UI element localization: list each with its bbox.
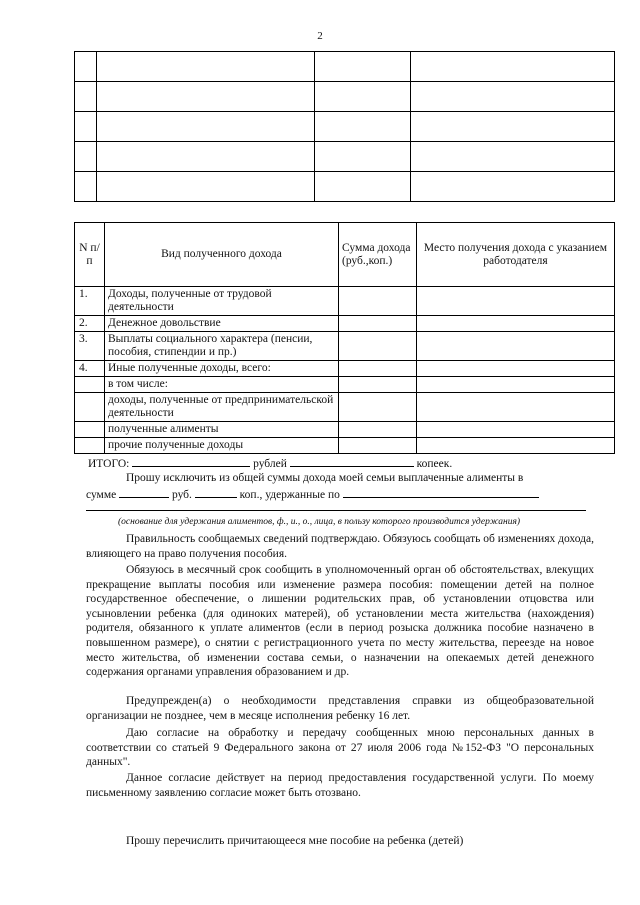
table-cell[interactable] — [411, 172, 615, 202]
row-num: 3. — [75, 332, 105, 361]
row-num: 1. — [75, 287, 105, 316]
totals-line — [88, 456, 452, 471]
alimony-basis-line[interactable] — [86, 510, 586, 511]
table-cell[interactable] — [315, 112, 411, 142]
row-amount-cell[interactable] — [339, 332, 417, 361]
table-cell[interactable] — [75, 82, 97, 112]
alimony-basis-note: (основание для удержания алиментов, ф., и., о., лица, в пользу которого производится удержания) — [118, 517, 521, 527]
alimony-rub-label: руб. — [171, 489, 192, 501]
table-cell[interactable] — [315, 172, 411, 202]
table-cell[interactable] — [315, 52, 411, 82]
row-place-cell[interactable] — [417, 393, 615, 422]
table-row — [75, 422, 615, 438]
row-place-cell[interactable] — [417, 287, 615, 316]
page-number: 2 — [317, 30, 323, 42]
row-amount-cell[interactable] — [339, 438, 417, 454]
table-cell[interactable] — [411, 52, 615, 82]
income-table — [74, 222, 615, 454]
row-num — [75, 422, 105, 438]
row-amount-cell[interactable] — [339, 377, 417, 393]
table-row — [75, 112, 615, 142]
table-cell[interactable] — [75, 112, 97, 142]
table-row — [75, 332, 615, 361]
table-cell[interactable] — [411, 142, 615, 172]
table-row — [75, 377, 615, 393]
table-row — [75, 438, 615, 454]
row-place-cell[interactable] — [417, 316, 615, 332]
table-cell[interactable] — [75, 142, 97, 172]
continuation-table — [74, 51, 615, 202]
row-income-type: Иные полученные доходы, всего: — [105, 361, 339, 377]
paragraph-personal-data-consent: Даю согласие на обработку и передачу сообщенных мною персональных данных в соответствии со статьей 9 Федерального закона от 27 июля 2006 года №152-ФЗ "О персональных данных". — [86, 727, 594, 769]
header-income-type: Вид полученного дохода — [105, 223, 339, 287]
table-cell[interactable] — [97, 142, 315, 172]
paragraph-confirm: Правильность сообщаемых сведений подтверждаю. Обязуюсь сообщать об изменениях дохода, влияющего на право получения пособия. — [86, 533, 594, 560]
header-amount: Сумма дохода (руб.,коп.) — [339, 223, 417, 287]
income-table-header — [75, 223, 615, 287]
row-place-cell[interactable] — [417, 438, 615, 454]
table-cell[interactable] — [97, 112, 315, 142]
row-income-type: Доходы, полученные от трудовой деятельности — [105, 287, 339, 316]
row-income-type: Денежное довольствие — [105, 316, 339, 332]
row-place-cell[interactable] — [417, 361, 615, 377]
table-row — [75, 52, 615, 82]
alimony-basis-field[interactable] — [343, 487, 539, 498]
row-amount-cell[interactable] — [339, 361, 417, 377]
row-num: 4. — [75, 361, 105, 377]
table-row — [75, 361, 615, 377]
table-cell[interactable] — [75, 52, 97, 82]
table-cell[interactable] — [315, 82, 411, 112]
table-cell[interactable] — [97, 52, 315, 82]
header-num: N п/п — [75, 223, 105, 287]
row-income-type: в том числе: — [105, 377, 339, 393]
row-amount-cell[interactable] — [339, 316, 417, 332]
alimony-line-1: Прошу исключить из общей суммы дохода моей семьи выплаченные алименты в — [126, 472, 524, 484]
paragraph-school-certificate: Предупрежден(а) о необходимости представления справки из общеобразовательной организации не позднее, чем в месяце исполнения ребенку 16 лет. — [86, 695, 594, 722]
row-num — [75, 393, 105, 422]
table-cell[interactable] — [411, 112, 615, 142]
table-cell[interactable] — [411, 82, 615, 112]
table-cell[interactable] — [97, 82, 315, 112]
row-amount-cell[interactable] — [339, 422, 417, 438]
table-row — [75, 316, 615, 332]
table-row — [75, 393, 615, 422]
row-place-cell[interactable] — [417, 332, 615, 361]
row-num — [75, 438, 105, 454]
alimony-sum-label: сумме — [86, 489, 117, 501]
paragraph-obligation: Обязуюсь в месячный срок сообщить в уполномоченный орган об обстоятельствах, влекущих прекращение выплаты пособия или изменение размера пособия: помещении детей на полное государственное обеспечение, о лишении родительских прав, об установлении отцовства или усыновлении ребенка (для одиноких матерей), об установлении места жительства (нахождения) родителя, обязанного к уплате алиментов (если в период розыска должника пособие назначено в повышенном размере), о снятии с регистрационного учета по месту жительства, переезде на новое место жительства, об изменении состава семьи, о назначении на опекаемых детей денежного содержания органами управления образованием и др. — [86, 564, 594, 679]
table-row — [75, 172, 615, 202]
table-row — [75, 142, 615, 172]
row-income-type: прочие полученные доходы — [105, 438, 339, 454]
row-income-type: полученные алименты — [105, 422, 339, 438]
totals-label: ИТОГО: — [88, 458, 130, 470]
row-amount-cell[interactable] — [339, 393, 417, 422]
table-row — [75, 287, 615, 316]
row-num: 2. — [75, 316, 105, 332]
row-income-type: доходы, полученные от предпринимательской деятельности — [105, 393, 339, 422]
header-place: Место получения дохода с указанием работодателя — [417, 223, 615, 287]
totals-rub-label: рублей — [253, 458, 287, 470]
table-cell[interactable] — [315, 142, 411, 172]
alimony-rub-field[interactable] — [119, 487, 169, 498]
row-income-type: Выплаты социального характера (пенсии, пособия, стипендии и пр.) — [105, 332, 339, 361]
row-place-cell[interactable] — [417, 377, 615, 393]
totals-kop-label: копеек. — [416, 458, 453, 470]
table-cell[interactable] — [75, 172, 97, 202]
row-num — [75, 377, 105, 393]
totals-kop-field[interactable] — [290, 456, 414, 467]
alimony-kop-label: коп., удержанные по — [239, 489, 340, 501]
paragraph-payment-request: Прошу перечислить причитающееся мне пособие на ребенка (детей) — [126, 835, 464, 847]
table-cell[interactable] — [97, 172, 315, 202]
alimony-kop-field[interactable] — [195, 487, 237, 498]
row-place-cell[interactable] — [417, 422, 615, 438]
table-row — [75, 82, 615, 112]
alimony-line-2 — [86, 487, 539, 502]
row-amount-cell[interactable] — [339, 287, 417, 316]
paragraph-consent-period: Данное согласие действует на период предоставления государственной услуги. По моему письменному заявлению согласие может быть отозвано. — [86, 772, 594, 799]
totals-rub-field[interactable] — [132, 456, 250, 467]
